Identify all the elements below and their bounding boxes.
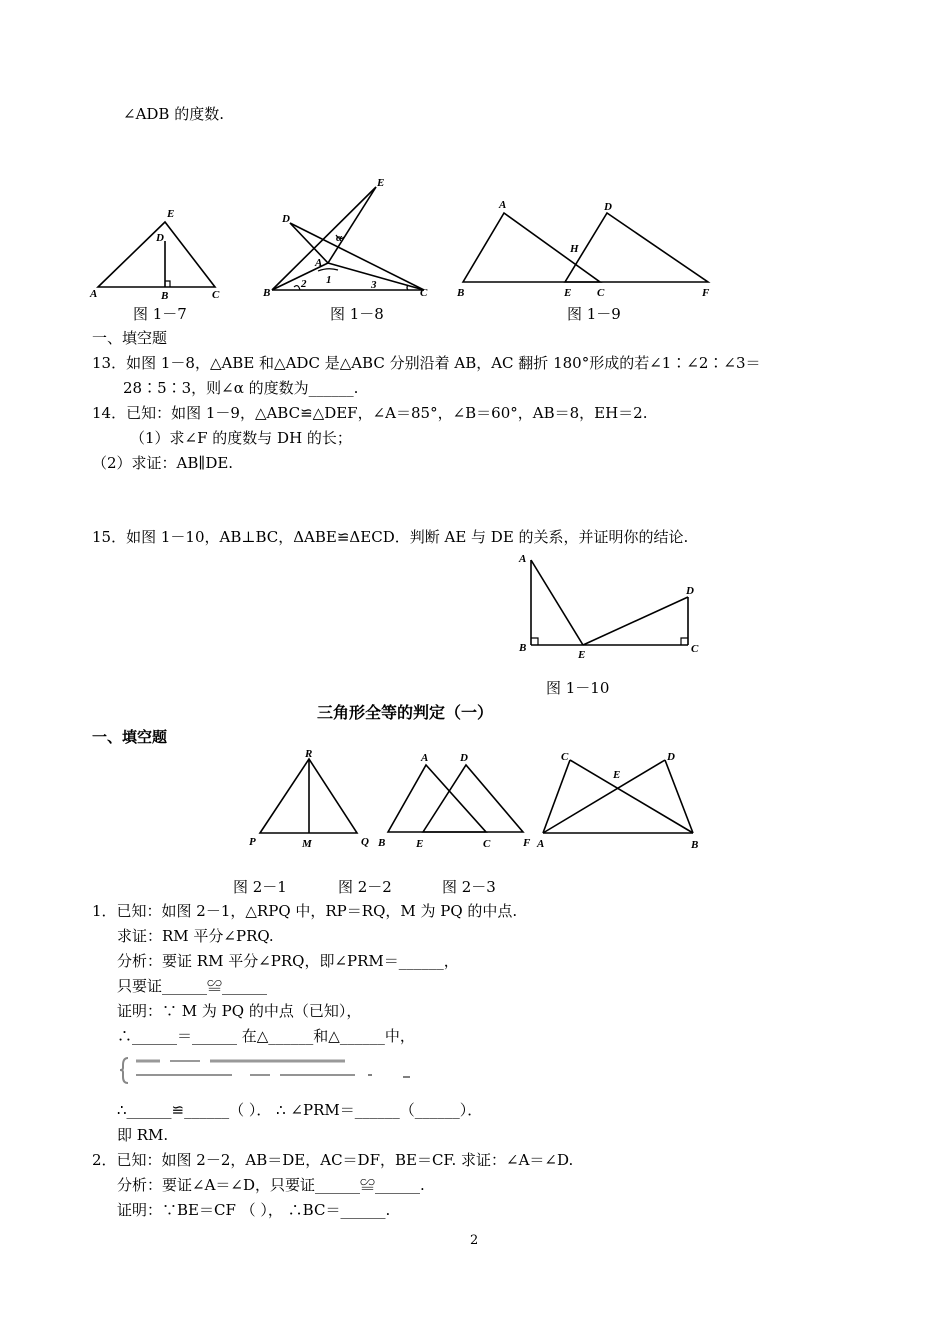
label-c: C — [420, 287, 428, 299]
label-alpha: α — [336, 232, 343, 244]
figure-2-1 — [245, 745, 375, 855]
q14-line2: （1）求∠F 的度数与 DH 的长； — [130, 429, 352, 447]
question-continuation: ∠ADB 的度数. — [123, 105, 224, 123]
label-c: C — [691, 643, 699, 655]
page-number: 2 — [470, 1233, 479, 1248]
label-d: D — [686, 585, 694, 597]
caption-2-3: 图 2－3 — [442, 878, 496, 896]
caption-2-1: 图 2－1 — [233, 878, 287, 896]
figure-1-9 — [455, 196, 720, 301]
p1-line3: 分析：要证 RM 平分∠PRQ，即∠PRM＝______， — [117, 952, 459, 970]
label-e: E — [167, 208, 175, 220]
label-a: A — [315, 257, 323, 269]
caption-1-7: 图 1－7 — [133, 305, 187, 323]
label-a: A — [499, 199, 507, 211]
label-b: B — [161, 290, 169, 302]
label-a: A — [519, 553, 527, 565]
label-d: D — [667, 751, 675, 763]
label-d: D — [282, 213, 290, 225]
label-d: D — [460, 752, 468, 764]
lesson-heading: 三角形全等的判定（一） — [317, 703, 494, 722]
p1-line5: 证明：∵ M 为 PQ 的中点（已知）， — [117, 1002, 362, 1020]
label-c: C — [561, 751, 569, 763]
label-e: E — [377, 177, 385, 189]
caption-1-10: 图 1－10 — [546, 679, 610, 697]
q13-line1: 13．如图 1－8，△ABE 和△ADC 是△ABC 分别沿着 AB，AC 翻折 180°形成的若∠1∶∠2∶∠3＝ — [92, 354, 761, 372]
label-m: M — [302, 838, 312, 850]
label-d: D — [156, 232, 164, 244]
p1-line8: 即 RM. — [117, 1126, 169, 1144]
p1-line6: ∴______＝______ 在△______和△______中， — [117, 1027, 415, 1045]
label-b: B — [378, 837, 386, 849]
q15-line1: 15．如图 1－10，AB⊥BC，ΔABE≌ΔECD．判断 AE 与 DE 的关系，并证明你的结论. — [92, 528, 689, 546]
label-b: B — [691, 839, 699, 851]
label-f: F — [523, 837, 531, 849]
label-p: P — [249, 836, 256, 848]
label-c: C — [483, 838, 491, 850]
label-r: R — [305, 748, 313, 760]
p1-line2: 求证：RM 平分∠PRQ. — [117, 927, 274, 945]
label-b: B — [519, 642, 527, 654]
q13-line2: 28∶5∶3，则∠α 的度数为______. — [123, 379, 359, 397]
label-2: 2 — [301, 278, 307, 290]
figure-2-3 — [535, 745, 710, 860]
label-a: A — [90, 288, 98, 300]
p1-line4: 只要证______≌______ — [117, 977, 268, 995]
label-e: E — [416, 838, 424, 850]
label-a: A — [537, 838, 545, 850]
label-e: E — [578, 649, 586, 661]
label-q: Q — [361, 836, 369, 848]
figure-1-8 — [258, 175, 438, 300]
label-a: A — [421, 752, 429, 764]
figure-1-7 — [88, 205, 228, 300]
label-e: E — [613, 769, 621, 781]
label-b: B — [457, 287, 465, 299]
label-1: 1 — [326, 274, 332, 286]
caption-1-9: 图 1－9 — [567, 305, 621, 323]
label-f: F — [702, 287, 710, 299]
label-b: B — [263, 287, 271, 299]
p1-line7: ∴______≌______（ ）． ∴ ∠PRM＝______（______）． — [117, 1101, 483, 1119]
q14-line1: 14．已知：如图 1－9，△ABC≌△DEF，∠A＝85°，∠B＝60°，AB＝8，EH＝2. — [92, 404, 648, 422]
triangle-abc — [463, 213, 600, 282]
figure-2-2 — [378, 745, 538, 855]
caption-2-2: 图 2－2 — [338, 878, 392, 896]
p1-line1: 1．已知：如图 2－1，△RPQ 中，RP＝RQ，M 为 PQ 的中点. — [92, 902, 518, 920]
caption-1-8: 图 1－8 — [330, 305, 384, 323]
p2-line3: 证明：∵BE＝CF （ ）， ∴BC＝______. — [117, 1201, 391, 1219]
section-title-2: 一、填空题 — [92, 728, 168, 746]
p2-line1: 2．已知：如图 2－2，AB＝DE，AC＝DF，BE＝CF. 求证：∠A＝∠D. — [92, 1151, 574, 1169]
scanned-brace-block — [120, 1055, 420, 1085]
p2-line2: 分析：要证∠A＝∠D，只要证______≌______. — [117, 1176, 425, 1194]
figure-1-10 — [515, 550, 710, 660]
label-e: E — [564, 287, 572, 299]
label-c: C — [597, 287, 605, 299]
label-3: 3 — [371, 279, 377, 291]
q14-line3: （2）求证：AB∥DE. — [92, 454, 234, 472]
section-title: 一、填空题 — [92, 329, 168, 347]
label-c: C — [212, 289, 220, 301]
label-h: H — [570, 243, 579, 255]
label-d: D — [604, 201, 612, 213]
